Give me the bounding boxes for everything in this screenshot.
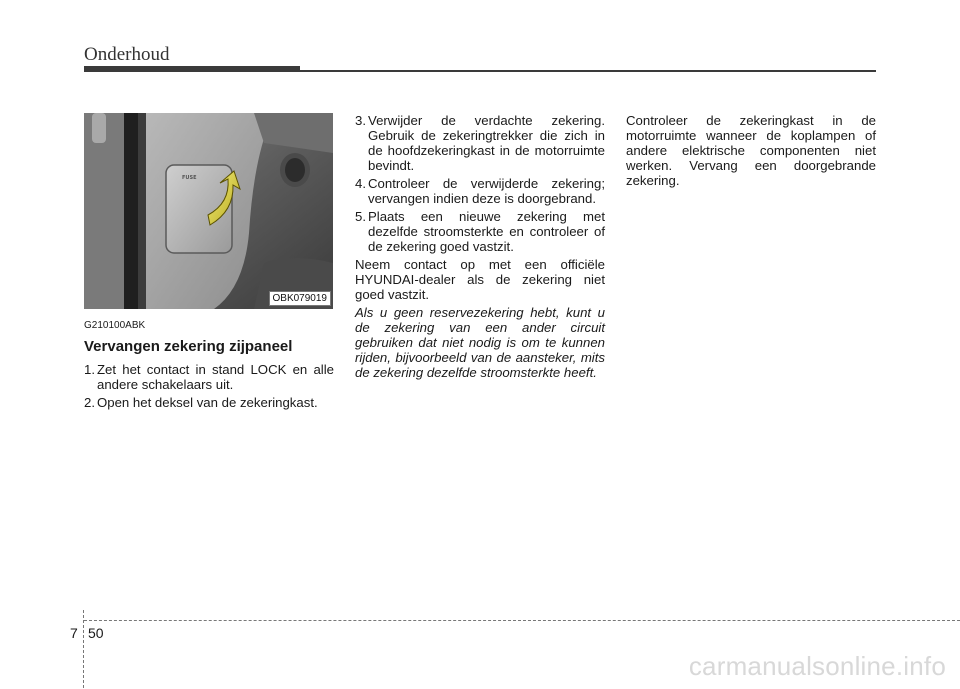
page-number: 50 <box>88 625 104 641</box>
column-3 <box>626 113 876 191</box>
step-text: Zet het contact in stand LOCK en alle andere schakelaars uit. <box>97 362 334 392</box>
page-header-title: Onderhoud <box>84 44 170 65</box>
step-5 <box>355 209 605 254</box>
fuse-panel-drawing <box>84 113 333 309</box>
step-4 <box>355 176 605 206</box>
step-1 <box>84 362 334 392</box>
step-text: Verwijder de verdachte zekering. Gebruik de zekeringtrekker die zich in de hoofdzekeringkast in de motorruimte bevindt. <box>368 113 605 173</box>
step-text: Open het deksel van de zekeringkast. <box>97 395 318 410</box>
step-text: Plaats een nieuwe zekering met dezelfde stroomsterkte en controleer of de zekering goed vastzit. <box>368 209 605 254</box>
spare-fuse-note: Als u geen reservezekering hebt, kunt u de zekering van een ander circuit gebruiken dat niet nodig is om te kunnen rijden, bijvoorbeeld van de aansteker, mits de zekering dezelfde stroomsterkte heeft. <box>355 305 605 380</box>
step-number: 3. <box>355 113 366 128</box>
step-number: 5. <box>355 209 366 224</box>
engine-fuse-paragraph: Controleer de zekeringkast in de motorruimte wanneer de koplampen of andere elektrische componenten niet werken. Vervang een doorgebrande zekering. <box>626 113 876 188</box>
header-bar <box>84 66 300 72</box>
chapter-number: 7 <box>70 625 78 641</box>
step-number: 2. <box>84 395 95 410</box>
step-text: Controleer de verwijderde zekering; vervangen indien deze is doorgebrand. <box>368 176 605 206</box>
column-2 <box>355 113 605 380</box>
footer-horizontal-rule <box>84 620 960 621</box>
fuse-lid-text: FUSE <box>182 175 197 181</box>
section-code: G210100ABK <box>84 320 146 331</box>
fuse-panel-illustration <box>84 113 333 309</box>
section-title: Vervangen zekering zijpaneel <box>84 338 293 355</box>
footer-vertical-rule <box>83 610 84 688</box>
step-2 <box>84 395 334 410</box>
step-number: 4. <box>355 176 366 191</box>
step-number: 1. <box>84 362 95 377</box>
column-1 <box>84 318 334 413</box>
header-rule <box>300 70 876 72</box>
figure-code-label: OBK079019 <box>269 291 332 306</box>
dealer-paragraph: Neem contact op met een officiële HYUNDAI-dealer als de zekering niet goed vastzit. <box>355 257 605 302</box>
watermark-text: carmanualsonline.info <box>688 651 946 681</box>
step-3 <box>355 113 605 173</box>
